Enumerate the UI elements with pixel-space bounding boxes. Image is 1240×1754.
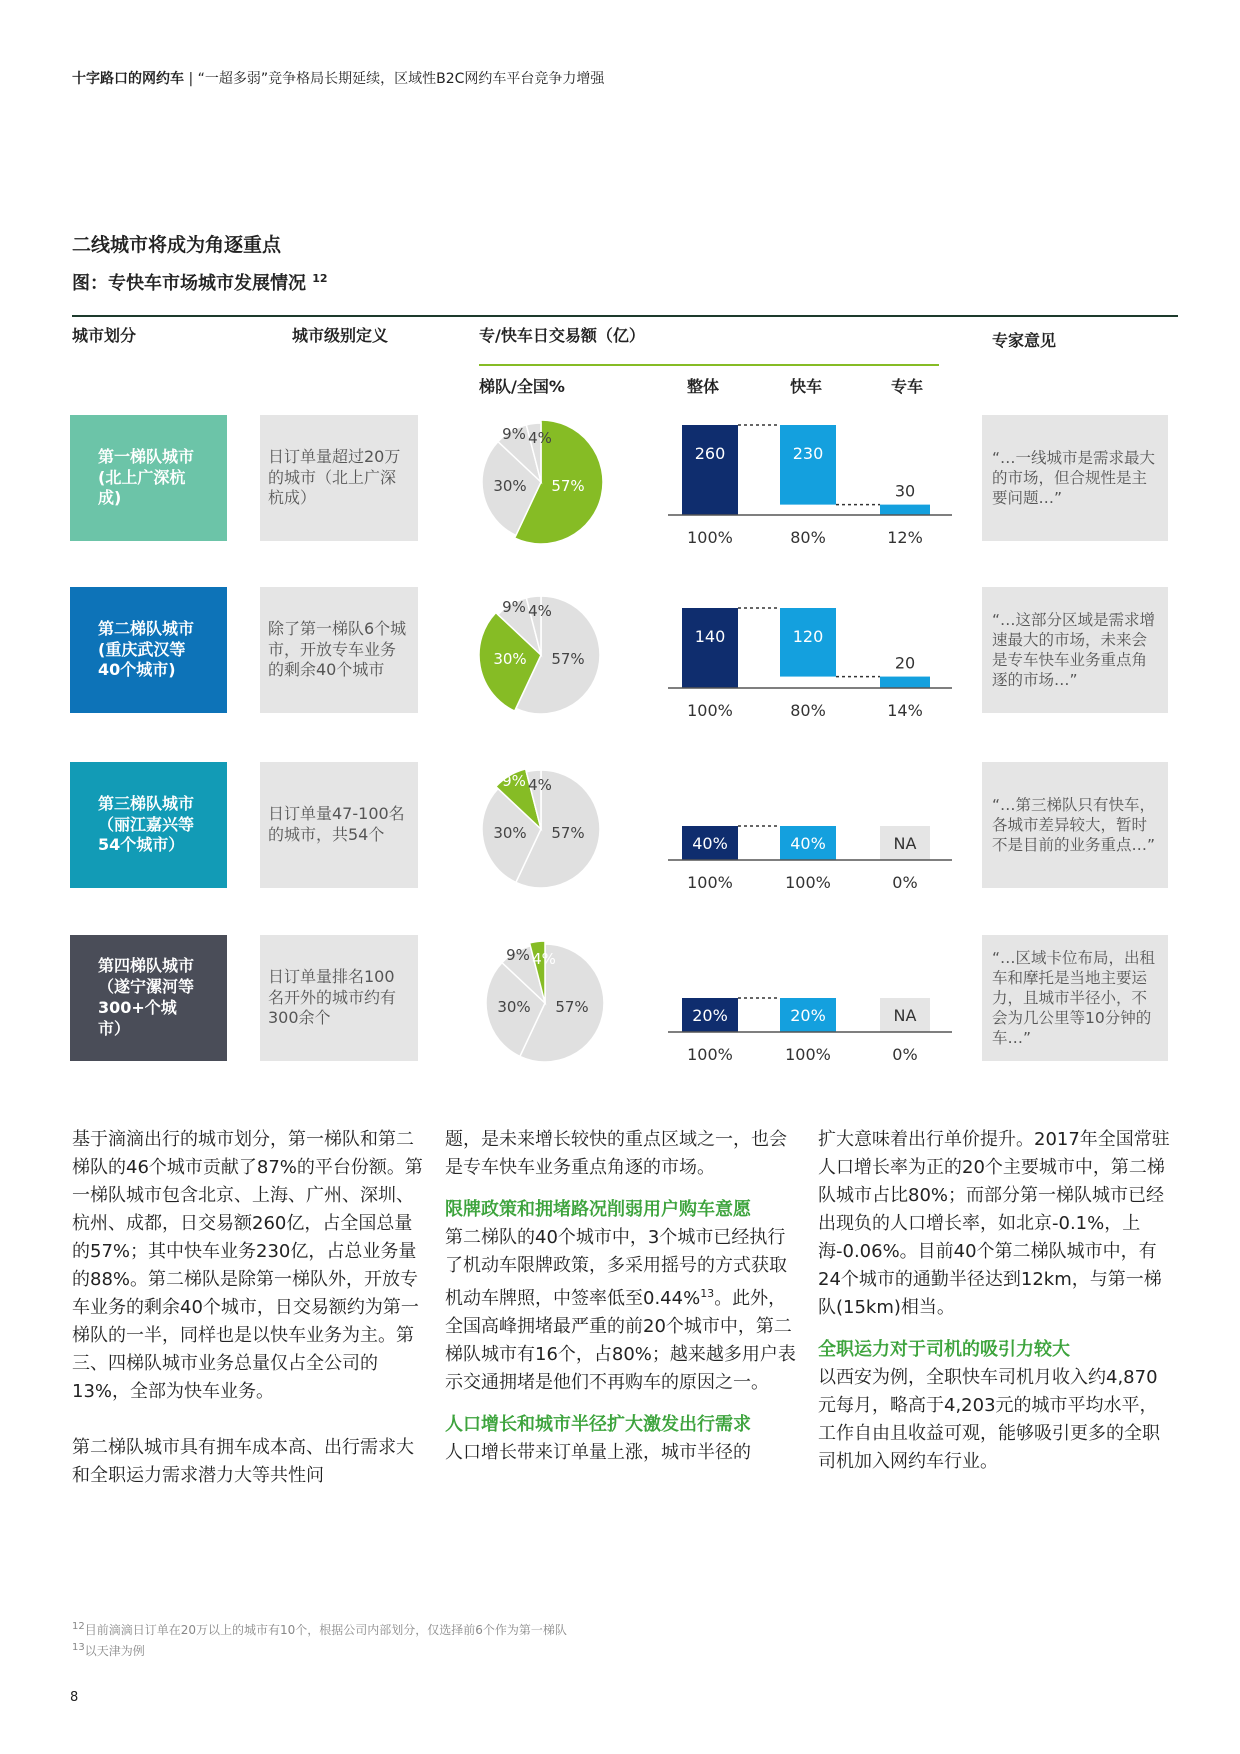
tier-title: 第三梯队城市	[98, 793, 195, 813]
expert-box-3	[982, 762, 1168, 888]
tier-box-2	[70, 587, 227, 713]
bar	[682, 425, 738, 515]
body-subheading: 人口增长和城市半径扩大激发出行需求	[445, 1414, 751, 1435]
header-subtitle: “一超多弱”竞争格局长期延续，区域性B2C网约车平台竞争力增强	[197, 71, 605, 87]
share-pie-3	[476, 764, 606, 894]
tier-box-1	[70, 415, 227, 541]
subheader-rule	[479, 364, 939, 366]
expert-box-1	[982, 415, 1168, 541]
pie-slice-label: 4%	[528, 602, 552, 620]
footnote-13	[72, 1642, 145, 1659]
bar-percent-label: 12%	[887, 528, 923, 547]
tier-subtitle: （遂宁漯河等300+个城市）	[98, 977, 195, 1038]
bar-value-label: 20	[894, 653, 916, 673]
bar-percent-label: 100%	[687, 1045, 733, 1064]
bar-percent-label: 80%	[790, 528, 826, 547]
page-number: 8	[70, 1690, 79, 1705]
footnote-number: 13	[72, 1642, 85, 1653]
bar-value-label: 20%	[692, 1006, 728, 1025]
transactions-bar-chart-4	[660, 932, 970, 1072]
bar-value-label: 40%	[790, 834, 826, 853]
definition-box-2	[260, 587, 418, 713]
pie-slice-label: 4%	[528, 776, 552, 794]
transactions-bar-chart-3	[660, 760, 970, 900]
share-pie-2	[476, 590, 606, 720]
running-header	[72, 68, 604, 88]
figure-title-text: 图：专快车市场城市发展情况	[72, 273, 306, 294]
body-paragraph-part: 。此外，全国高峰拥堵最严重的前20个城市中，第二梯队城市有16个，占80%；越来越多用户表示交通拥堵是他们不再购车的原因之一。	[445, 1288, 796, 1393]
definition-box-4	[260, 935, 418, 1061]
pie-slice-label: 4%	[532, 950, 556, 968]
share-pie-1	[476, 417, 606, 547]
pie-slice-label: 57%	[551, 824, 585, 842]
bar-percent-label: 14%	[887, 701, 923, 720]
pie-slice-label: 30%	[493, 477, 527, 495]
section-title: 二线城市将成为角逐重点	[72, 234, 282, 256]
subheader-overall: 整体	[687, 377, 720, 396]
pie-slice-label: 30%	[493, 650, 527, 668]
pie-slice-label: 9%	[502, 598, 526, 616]
definition-text: 除了第一梯队6个城市，开放专车业务的剩余40个城市	[268, 618, 407, 680]
col-header-tier: 城市划分	[72, 326, 137, 345]
bar-percent-label: 0%	[892, 1045, 918, 1064]
col-header-transactions: 专/快车日交易额（亿）	[479, 326, 645, 345]
pie-slice-label: 57%	[551, 650, 585, 668]
tier-box-4	[70, 935, 227, 1061]
body-subheading: 限牌政策和拥堵路况削弱用户购车意愿	[445, 1199, 751, 1220]
pie-slice-label: 30%	[497, 998, 531, 1016]
expert-box-4	[982, 935, 1168, 1061]
bar-percent-label: 0%	[892, 873, 918, 892]
subheader-share: 梯队/全国%	[479, 377, 565, 396]
tier-title: 第二梯队城市	[98, 618, 195, 638]
body-subheading: 全职运力对于司机的吸引力较大	[818, 1339, 1070, 1360]
footnote-text: 目前滴滴日订单在20万以上的城市有10个，根据公司内部划分，仅选择前6个作为第一梯队	[84, 1623, 567, 1637]
tier-title: 第一梯队城市	[98, 446, 195, 466]
expert-quote: “…第三梯队只有快车，各城市差异较大，暂时不是目前的业务重点…”	[992, 795, 1156, 855]
bar	[880, 505, 930, 515]
body-paragraph: 基于滴滴出行的城市划分，第一梯队和第二梯队的46个城市贡献了87%的平台份额。第一梯队城市包含北京、上海、广州、深圳、杭州、成都，日交易额260亿，占全国总量的57%；其中快车业务230亿，占总业务量的88%。第二梯队是除第一梯队外，开放专车业务的剩余40个城市，日交易额约为第一梯队的一半，同样也是以快车业务为主。第三、四梯队城市业务总量仅占全公司的13%，全部为快车业务。	[72, 1129, 423, 1402]
tier-box-3	[70, 762, 227, 888]
footnote-number: 12	[72, 1621, 85, 1632]
footnote-12	[72, 1621, 567, 1638]
bar-value-label: NA	[893, 1006, 917, 1025]
footnote-text: 以天津为例	[84, 1644, 145, 1658]
bar	[780, 425, 836, 505]
body-paragraph: 扩大意味着出行单价提升。2017年全国常驻人口增长率为正的20个主要城市中，第二梯队城市占比80%；而部分第一梯队城市已经出现负的人口增长率，如北京-0.1%，上海-0.06%。目前40个第二梯队城市中，有24个城市的通勤半径达到12km，与第一梯队(15km)相当。	[818, 1129, 1170, 1318]
bar-percent-label: 100%	[687, 873, 733, 892]
col-header-definition: 城市级别定义	[292, 326, 389, 345]
expert-quote: “…一线城市是需求最大的市场，但合规性是主要问题…”	[992, 448, 1156, 508]
expert-quote: “…这部分区域是需求增速最大的市场，未来会是专车快车业务重点角逐的市场…”	[992, 610, 1156, 690]
bar	[682, 608, 738, 688]
definition-text: 日订单量超过20万的城市（北上广深杭成）	[268, 446, 401, 508]
bar-value-label: 20%	[790, 1006, 826, 1025]
expert-box-2	[982, 587, 1168, 713]
figure-title	[72, 269, 328, 295]
subheader-express: 快车	[790, 377, 823, 396]
bar-value-label: 120	[792, 627, 824, 646]
body-paragraph: 题，是未来增长较快的重点区域之一，也会是专车快车业务重点角逐的市场。	[445, 1129, 787, 1178]
share-pie-4	[480, 938, 610, 1068]
definition-text: 日订单量47-100名的城市，共54个	[268, 804, 405, 844]
body-paragraph	[445, 1224, 797, 1397]
expert-quote: “…区域卡位布局，出租车和摩托是当地主要运力，且城市半径小，不会为几公里等10分钟的车…”	[992, 948, 1156, 1048]
definition-box-3	[260, 762, 418, 888]
transactions-bar-chart-1	[660, 415, 970, 555]
figure-title-footnote-ref: 12	[312, 272, 328, 285]
pie-slice-label: 57%	[555, 998, 589, 1016]
tier-subtitle: (重庆武汉等40个城市)	[98, 639, 186, 680]
pie-slice-label: 57%	[551, 477, 585, 495]
bar-value-label: 40%	[692, 834, 728, 853]
pie-slice-label: 9%	[506, 946, 530, 964]
tier-subtitle: (北上广深杭成)	[98, 467, 186, 508]
body-column-3	[818, 1126, 1170, 1476]
bar-percent-label: 80%	[790, 701, 826, 720]
bar-value-label: 230	[792, 444, 824, 463]
body-paragraph: 人口增长带来订单量上涨，城市半径的	[445, 1442, 751, 1463]
footnote-ref: 13	[700, 1287, 715, 1300]
bar-value-label: 140	[694, 627, 726, 646]
bar	[880, 677, 930, 688]
body-column-2	[445, 1126, 797, 1467]
subheader-premium: 专车	[891, 377, 924, 396]
body-column-1	[72, 1126, 424, 1490]
bar-value-label: 260	[694, 444, 726, 463]
pie-slice-label: 4%	[528, 429, 552, 447]
report-name: 十字路口的网约车	[72, 71, 184, 87]
bar-percent-label: 100%	[687, 701, 733, 720]
transactions-bar-chart-2	[660, 588, 970, 728]
bar-percent-label: 100%	[785, 873, 831, 892]
col-header-expert: 专家意见	[992, 331, 1057, 350]
body-paragraph-part: 第二梯队的40个城市中，3个城市已经执行了机动车限牌政策，多采用摇号的方式获取机动车牌照，中签率低至0.44%	[445, 1227, 787, 1309]
body-paragraph: 第二梯队城市具有拥车成本高、出行需求大和全职运力需求潜力大等共性问	[72, 1437, 414, 1486]
tier-subtitle: （丽江嘉兴等54个城市）	[98, 814, 195, 855]
pie-slice-label: 9%	[502, 425, 526, 443]
tier-title: 第四梯队城市	[98, 956, 195, 976]
header-separator: |	[188, 71, 194, 87]
header-rule	[72, 315, 1178, 317]
bar-percent-label: 100%	[785, 1045, 831, 1064]
definition-box-1	[260, 415, 418, 541]
pie-slice-label: 30%	[493, 824, 527, 842]
pie-slice-label: 9%	[502, 772, 526, 790]
bar-percent-label: 100%	[687, 528, 733, 547]
definition-text: 日订单量排名100名开外的城市约有300余个	[268, 966, 397, 1028]
body-paragraph: 以西安为例，全职快车司机月收入约4,870元每月，略高于4,203元的城市平均水平，工作自由且收益可观，能够吸引更多的全职司机加入网约车行业。	[818, 1367, 1160, 1472]
bar-value-label: 30	[894, 481, 916, 501]
bar-value-label: NA	[893, 834, 917, 853]
